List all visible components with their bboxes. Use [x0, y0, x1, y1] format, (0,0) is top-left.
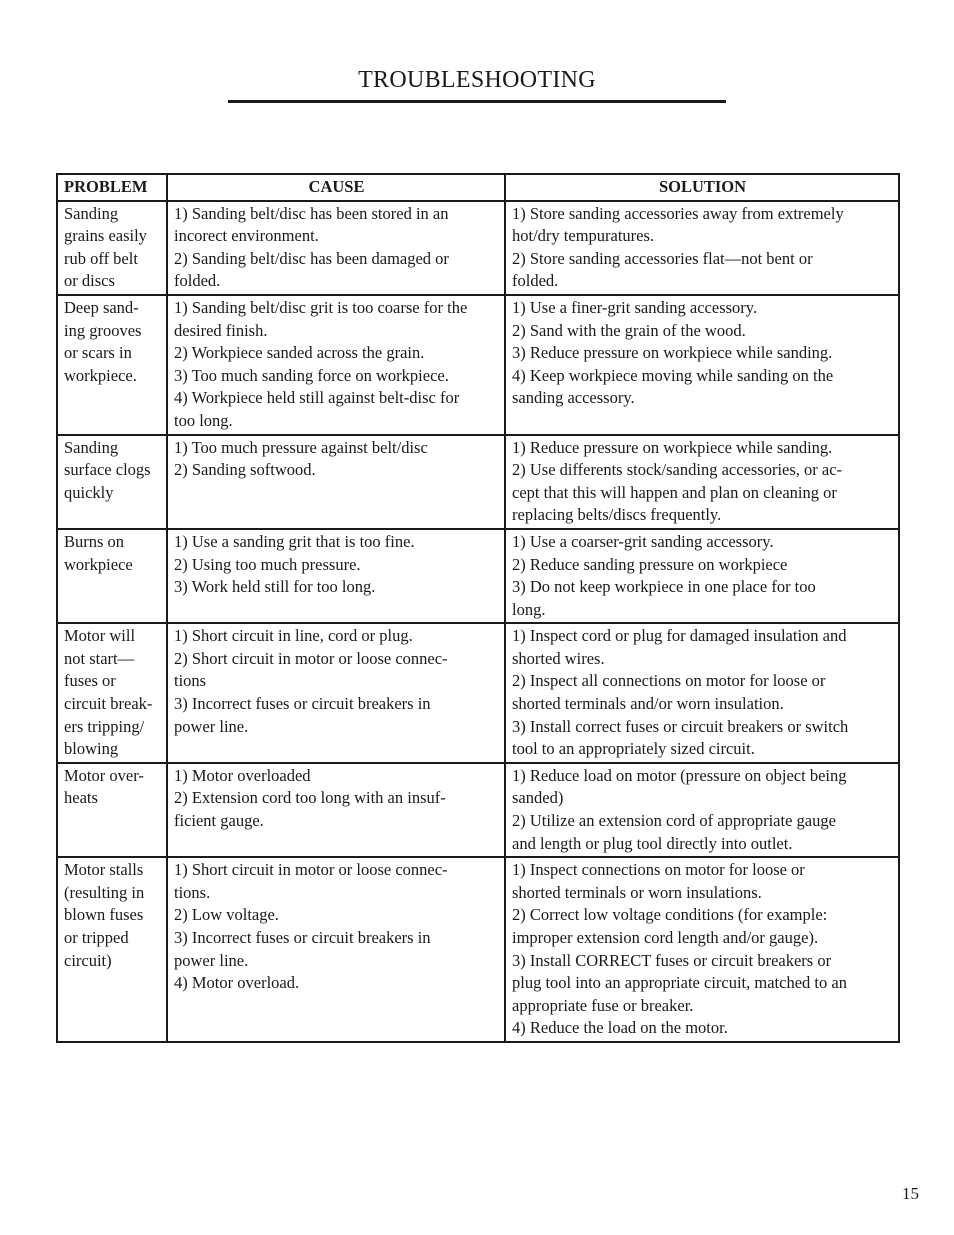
solution-text-line: 4) Reduce the load on the motor.: [512, 1018, 728, 1038]
cause-cell: [167, 529, 505, 623]
solution-text-line: 1) Reduce load on motor (pressure on object being: [512, 765, 847, 785]
cause-text-line: power line.: [174, 950, 249, 970]
cause-cell: [167, 857, 505, 1042]
solution-text-line: 1) Inspect connections on motor for loose or: [512, 860, 805, 880]
header-solution: SOLUTION: [505, 174, 899, 201]
solution-text-line: 4) Keep workpiece moving while sanding on the: [512, 365, 834, 385]
cause-text-line: 1) Short circuit in motor or loose connec-: [174, 860, 448, 880]
problem-text-line: blowing: [64, 739, 119, 759]
cause-text-line: tions.: [174, 882, 211, 902]
cause-text-line: incorect environment.: [174, 226, 319, 246]
cause-text-line: ficient gauge.: [174, 811, 264, 831]
table-row: [57, 201, 899, 295]
header-problem: PROBLEM: [57, 174, 167, 201]
solution-text-line: 1) Use a coarser-grit sanding accessory.: [512, 531, 774, 551]
problem-cell: [57, 529, 167, 623]
solution-text-line: and length or plug tool directly into outlet.: [512, 833, 793, 853]
solution-text-line: 1) Reduce pressure on workpiece while sanding.: [512, 437, 833, 457]
table-row: [57, 763, 899, 857]
solution-text-line: replacing belts/discs frequently.: [512, 505, 722, 525]
cause-cell: [167, 623, 505, 763]
solution-text-line: 2) Inspect all connections on motor for loose or: [512, 671, 826, 691]
cause-text-line: 3) Incorrect fuses or circuit breakers in: [174, 928, 431, 947]
solution-text-line: 1) Store sanding accessories away from extremely: [512, 203, 844, 223]
cause-text-line: 1) Sanding belt/disc has been stored in an: [174, 203, 449, 223]
cause-text-line: 2) Extension cord too long with an insuf-: [174, 788, 446, 808]
problem-text-line: workpiece.: [64, 365, 137, 385]
solution-text-line: 2) Utilize an extension cord of appropriate gauge: [512, 811, 836, 831]
cause-cell: [167, 201, 505, 295]
solution-text-line: plug tool into an appropriate circuit, matched to an: [512, 973, 847, 993]
problem-cell: [57, 857, 167, 1042]
problem-text-line: not start—: [64, 648, 135, 668]
solution-text-line: folded.: [512, 271, 559, 291]
cause-text-line: too long.: [174, 410, 233, 430]
table-body: [57, 201, 899, 1042]
problem-text-line: or discs: [64, 271, 115, 291]
problem-text-line: quickly: [64, 482, 114, 502]
cause-text-line: tions: [174, 671, 207, 691]
cause-text-line: folded.: [174, 271, 221, 291]
cause-text-line: 1) Short circuit in line, cord or plug.: [174, 626, 413, 646]
problem-cell: [57, 763, 167, 857]
problem-text-line: grains easily: [64, 226, 147, 246]
table-row: [57, 623, 899, 763]
problem-text-line: surface clogs: [64, 460, 151, 480]
cause-text-line: 3) Incorrect fuses or circuit breakers in: [174, 694, 431, 714]
problem-text-line: ing grooves: [64, 320, 142, 340]
problem-text-line: Motor stalls: [64, 860, 144, 880]
solution-text-line: shorted terminals and/or worn insulation.: [512, 694, 784, 714]
solution-text-line: 3) Install CORRECT fuses or circuit breakers or: [512, 950, 832, 970]
solution-text-line: tool to an appropriately sized circuit.: [512, 739, 755, 759]
solution-cell: [505, 435, 899, 529]
cause-text-line: 2) Workpiece sanded across the grain.: [174, 343, 425, 363]
page-number: 15: [902, 1184, 919, 1203]
problem-text-line: circuit break-: [64, 694, 153, 714]
cause-text-line: 4) Workpiece held still against belt-disc for: [174, 388, 460, 408]
solution-text-line: cept that this will happen and plan on cleaning or: [512, 482, 837, 502]
solution-text-line: sanding accessory.: [512, 388, 635, 408]
solution-cell: [505, 623, 899, 763]
troubleshooting-table: [56, 173, 900, 1043]
solution-text-line: 3) Reduce pressure on workpiece while sanding.: [512, 343, 833, 363]
solution-cell: [505, 857, 899, 1042]
cause-text-line: 2) Sanding softwood.: [174, 460, 316, 480]
problem-text-line: Motor will: [64, 626, 136, 646]
problem-text-line: Motor over-: [64, 765, 144, 785]
problem-text-line: or tripped: [64, 928, 129, 947]
problem-text-line: Sanding: [64, 203, 119, 223]
problem-text-line: circuit): [64, 950, 112, 970]
cause-text-line: power line.: [174, 716, 249, 736]
problem-text-line: Deep sand-: [64, 297, 139, 317]
solution-cell: [505, 763, 899, 857]
title-underline: [228, 100, 726, 103]
cause-text-line: 4) Motor overload.: [174, 973, 300, 993]
solution-text-line: 3) Install correct fuses or circuit breakers or switch: [512, 716, 849, 736]
header-cause: CAUSE: [167, 174, 505, 201]
problem-text-line: rub off belt: [64, 248, 138, 268]
solution-text-line: sanded): [512, 788, 564, 808]
table-row: [57, 435, 899, 529]
problem-text-line: blown fuses: [64, 905, 144, 925]
solution-text-line: shorted wires.: [512, 648, 605, 668]
problem-text-line: workpiece: [64, 554, 133, 574]
solution-text-line: 3) Do not keep workpiece in one place for too: [512, 577, 816, 597]
solution-cell: [505, 529, 899, 623]
table-row: [57, 857, 899, 1042]
cause-text-line: 2) Sanding belt/disc has been damaged or: [174, 248, 449, 268]
solution-text-line: long.: [512, 599, 546, 619]
problem-cell: [57, 295, 167, 435]
solution-cell: [505, 201, 899, 295]
solution-text-line: 2) Use differents stock/sanding accessories, or ac-: [512, 460, 843, 480]
solution-text-line: hot/dry tempuratures.: [512, 226, 655, 246]
cause-text-line: 1) Too much pressure against belt/disc: [174, 437, 428, 457]
problem-cell: [57, 435, 167, 529]
solution-text-line: improper extension cord length and/or gauge).: [512, 928, 819, 947]
solution-cell: [505, 295, 899, 435]
solution-text-line: 2) Sand with the grain of the wood.: [512, 320, 746, 340]
solution-text-line: 1) Use a finer-grit sanding accessory.: [512, 297, 758, 317]
page-title: TROUBLESHOOTING: [358, 67, 596, 93]
solution-text-line: 2) Reduce sanding pressure on workpiece: [512, 554, 788, 574]
cause-cell: [167, 763, 505, 857]
problem-text-line: or scars in: [64, 343, 132, 363]
problem-text-line: (resulting in: [64, 882, 145, 902]
cause-text-line: 1) Motor overloaded: [174, 765, 311, 785]
solution-text-line: appropriate fuse or breaker.: [512, 995, 694, 1015]
solution-text-line: shorted terminals or worn insulations.: [512, 882, 762, 902]
cause-cell: [167, 435, 505, 529]
solution-text-line: 2) Correct low voltage conditions (for example:: [512, 905, 828, 925]
cause-text-line: 3) Work held still for too long.: [174, 577, 376, 597]
table-row: [57, 529, 899, 623]
solution-text-line: 1) Inspect cord or plug for damaged insulation and: [512, 626, 847, 646]
cause-text-line: 2) Low voltage.: [174, 905, 279, 925]
solution-text-line: 2) Store sanding accessories flat—not bent or: [512, 248, 813, 268]
problem-text-line: Burns on: [64, 531, 125, 551]
problem-text-line: Sanding: [64, 437, 119, 457]
problem-cell: [57, 623, 167, 763]
problem-text-line: ers tripping/: [64, 716, 145, 736]
problem-cell: [57, 201, 167, 295]
cause-text-line: 1) Sanding belt/disc grit is too coarse for the: [174, 297, 468, 317]
problem-text-line: fuses or: [64, 671, 116, 691]
cause-text-line: 2) Short circuit in motor or loose connec-: [174, 648, 448, 668]
cause-text-line: desired finish.: [174, 320, 268, 340]
problem-text-line: heats: [64, 788, 98, 808]
cause-text-line: 2) Using too much pressure.: [174, 554, 361, 574]
table-header-row: [57, 174, 899, 201]
cause-text-line: 1) Use a sanding grit that is too fine.: [174, 531, 415, 551]
cause-cell: [167, 295, 505, 435]
table-row: [57, 295, 899, 435]
cause-text-line: 3) Too much sanding force on workpiece.: [174, 365, 449, 385]
